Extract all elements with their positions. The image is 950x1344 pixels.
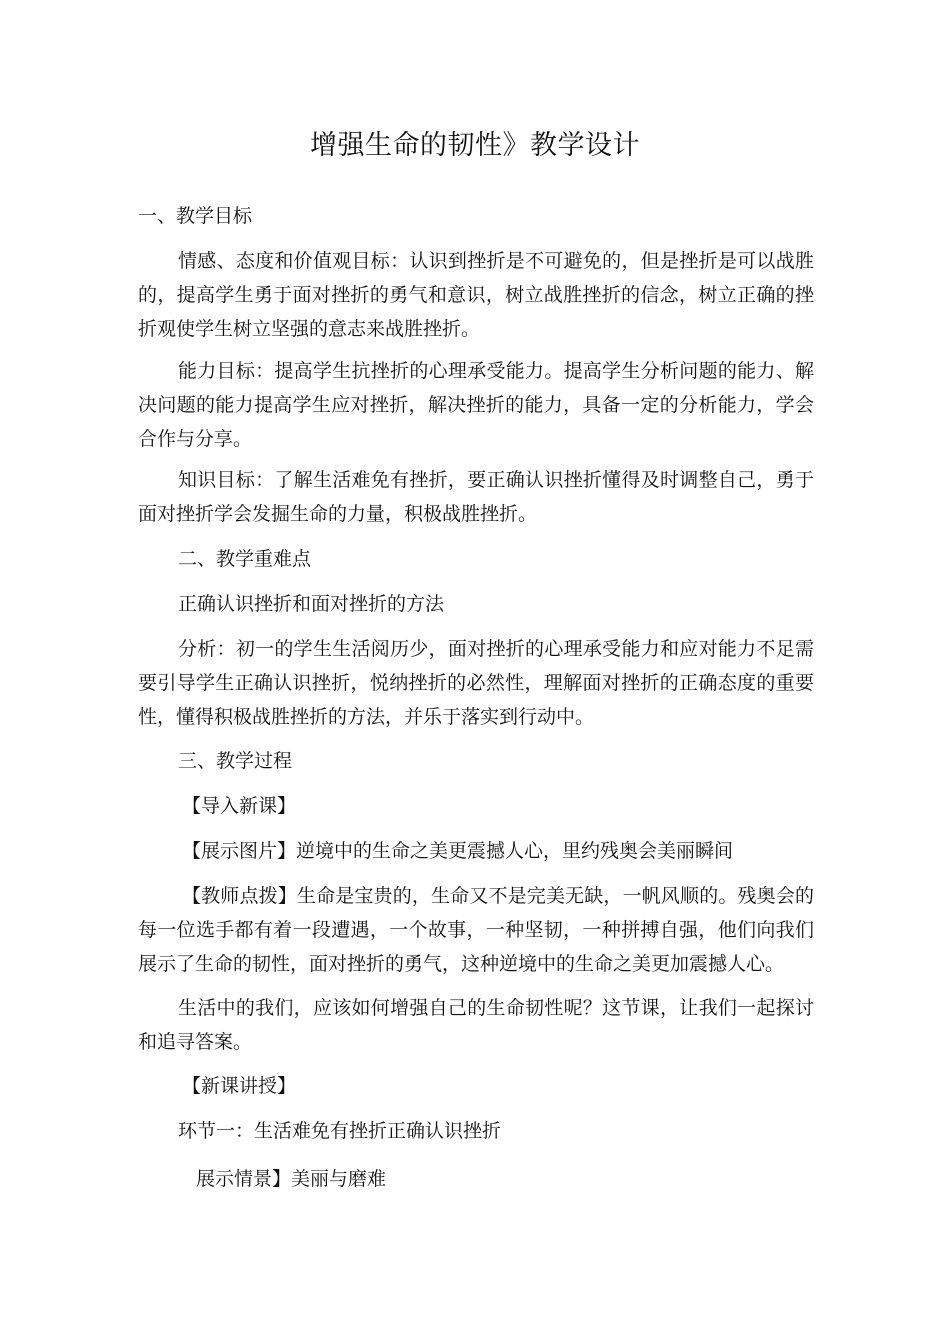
paragraph-show-pictures: 【展示图片】逆境中的生命之美更震撼人心，里约残奥会美丽瞬间 xyxy=(182,840,734,862)
paragraph-show-scenario: 展示情景】美丽与磨难 xyxy=(196,1168,387,1190)
paragraph-teacher-notes: 【教师点拨】生命是宝贵的，生命又不是完美无缺，一帆风顺的。残奥会的每一位选手都有着一段遭遇，一个故事，一种坚韧，一种拼搏自强，他们向我们展示了生命的韧性，面对挫折的勇气，这种逆境中的生命之美更加震撼人心。 xyxy=(138,885,814,975)
paragraph-analysis: 分析：初一的学生生活阅历少，面对挫折的心理承受能力和应对能力不足需要引导学生正确认识挫折，悦纳挫折的必然性，理解面对挫折的正确态度的重要性，懂得积极战胜挫折的方法，并乐于落实到行动中。 xyxy=(138,638,814,728)
section-heading-process: 三、教学过程 xyxy=(178,750,293,772)
paragraph-segment-one: 环节一：生活难免有挫折正确认识挫折 xyxy=(178,1120,502,1142)
subheading-new-lesson: 【新课讲授】 xyxy=(182,1075,297,1097)
subheading-intro: 【导入新课】 xyxy=(182,795,297,817)
paragraph-ability-goal: 能力目标：提高学生抗挫折的心理承受能力。提高学生分析问题的能力、解决问题的能力提高学生应对挫折，解决挫折的能力，具备一定的分析能力，学会合作与分享。 xyxy=(138,360,814,450)
section-heading-key-points: 二、教学重难点 xyxy=(178,548,312,570)
paragraph-question: 生活中的我们，应该如何增强自己的生命韧性呢？这节课，让我们一起探讨和追寻答案。 xyxy=(138,997,814,1053)
paragraph-key-point: 正确认识挫折和面对挫折的方法 xyxy=(178,593,445,615)
paragraph-emotion-goal: 情感、态度和价值观目标：认识到挫折是不可避免的，但是挫折是可以战胜的，提高学生勇于面对挫折的勇气和意识，树立战胜挫折的信念，树立正确的挫折观使学生树立坚强的意志来战胜挫折。 xyxy=(138,250,814,340)
section-heading-objectives: 一、教学目标 xyxy=(138,205,253,227)
paragraph-knowledge-goal: 知识目标：了解生活难免有挫折，要正确认识挫折懂得及时调整自己，勇于面对挫折学会发掘生命的力量，积极战胜挫折。 xyxy=(138,469,814,525)
document-title: 增强生命的韧性》教学设计 xyxy=(310,130,640,161)
